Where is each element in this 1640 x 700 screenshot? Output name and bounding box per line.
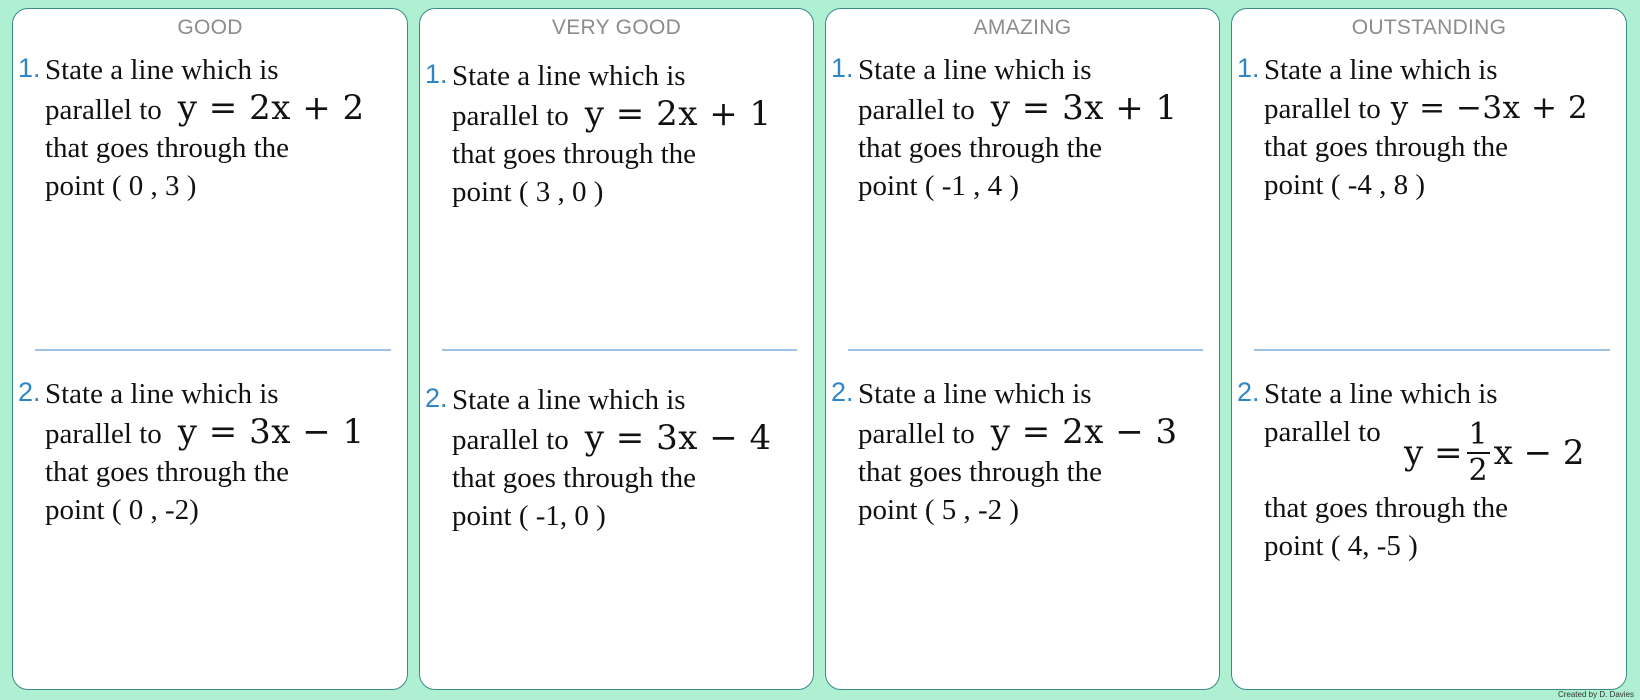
question-number: 1. <box>1237 53 1260 83</box>
equation: y = 2x + 1 <box>584 94 772 134</box>
parallel-label: parallel to <box>452 100 569 132</box>
question-text <box>452 57 807 211</box>
question-line: that goes through the <box>45 456 290 488</box>
question-line: State a line which is <box>858 378 1092 410</box>
question-line: State a line which is <box>45 378 279 410</box>
point-line: point ( 0 , 3 ) <box>45 170 197 202</box>
question-line: that goes through the <box>452 462 697 494</box>
question-line <box>45 413 401 453</box>
question-line: that goes through the <box>858 132 1103 164</box>
fraction-denominator: 2 <box>1468 453 1488 488</box>
question-text <box>858 51 1213 205</box>
question-number: 1. <box>18 53 41 83</box>
question-line <box>1264 89 1620 128</box>
equation: y = 2x − 3 <box>990 412 1178 452</box>
card-title: AMAZING <box>973 16 1072 39</box>
divider <box>848 349 1203 351</box>
point-line: point ( 3 , 0 ) <box>452 176 604 208</box>
question-line: State a line which is <box>858 54 1092 86</box>
parallel-label: parallel to <box>858 94 975 126</box>
equation: y = 3x − 4 <box>584 418 772 458</box>
point-line: point ( 0 , -2) <box>45 494 199 526</box>
question-text <box>1264 375 1620 565</box>
question-text <box>858 375 1213 529</box>
question-line <box>1264 413 1620 489</box>
card-title: OUTSTANDING <box>1351 16 1507 39</box>
question-number: 2. <box>425 383 448 413</box>
question-line <box>45 89 401 129</box>
point-line: point ( 4, -5 ) <box>1264 530 1418 562</box>
fraction <box>1467 418 1490 488</box>
card-title: VERY GOOD <box>551 16 682 39</box>
question-line: that goes through the <box>452 138 697 170</box>
question-line <box>858 89 1213 129</box>
card-amazing <box>825 8 1220 690</box>
point-line: point ( -4 , 8 ) <box>1264 169 1426 201</box>
question-number: 1. <box>425 59 448 89</box>
card-outstanding <box>1231 8 1627 690</box>
equation: y = 2x + 2 <box>177 88 365 128</box>
point-line: point ( -1, 0 ) <box>452 500 606 532</box>
question-number: 2. <box>831 377 854 407</box>
fraction-numerator: 1 <box>1468 417 1488 452</box>
question-line: State a line which is <box>45 54 279 86</box>
divider <box>35 349 391 351</box>
question-line: State a line which is <box>1264 54 1498 86</box>
question-line: that goes through the <box>858 456 1103 488</box>
equation-lhs: y = <box>1404 433 1463 473</box>
question-number: 2. <box>18 377 41 407</box>
card-good <box>12 8 408 690</box>
card-title: GOOD <box>177 16 243 39</box>
parallel-label: parallel to <box>452 424 569 456</box>
equation: y = 3x − 1 <box>177 412 365 452</box>
question-text <box>45 375 401 529</box>
parallel-label: parallel to <box>45 94 162 126</box>
card-very-good <box>419 8 814 690</box>
parallel-label: parallel to <box>45 418 162 450</box>
question-line: that goes through the <box>1264 131 1509 163</box>
equation-rhs: x − 2 <box>1493 433 1585 473</box>
equation: y = −3x + 2 <box>1390 90 1589 126</box>
question-line: that goes through the <box>1264 492 1509 524</box>
parallel-label: parallel to <box>1264 416 1381 448</box>
divider <box>442 349 797 351</box>
question-line: that goes through the <box>45 132 290 164</box>
question-line <box>858 413 1213 453</box>
question-line: State a line which is <box>1264 378 1498 410</box>
question-line <box>452 95 807 135</box>
question-text <box>45 51 401 205</box>
point-line: point ( 5 , -2 ) <box>858 494 1020 526</box>
credit-text: Created by D. Davies <box>1557 690 1634 699</box>
equation <box>1404 413 1585 493</box>
question-text <box>452 381 807 535</box>
equation: y = 3x + 1 <box>990 88 1178 128</box>
point-line: point ( -1 , 4 ) <box>858 170 1020 202</box>
question-line <box>452 419 807 459</box>
question-text <box>1264 51 1620 204</box>
parallel-label: parallel to <box>1264 93 1381 125</box>
divider <box>1254 349 1610 351</box>
question-line: State a line which is <box>452 60 686 92</box>
question-number: 2. <box>1237 377 1260 407</box>
question-line: State a line which is <box>452 384 686 416</box>
question-number: 1. <box>831 53 854 83</box>
parallel-label: parallel to <box>858 418 975 450</box>
